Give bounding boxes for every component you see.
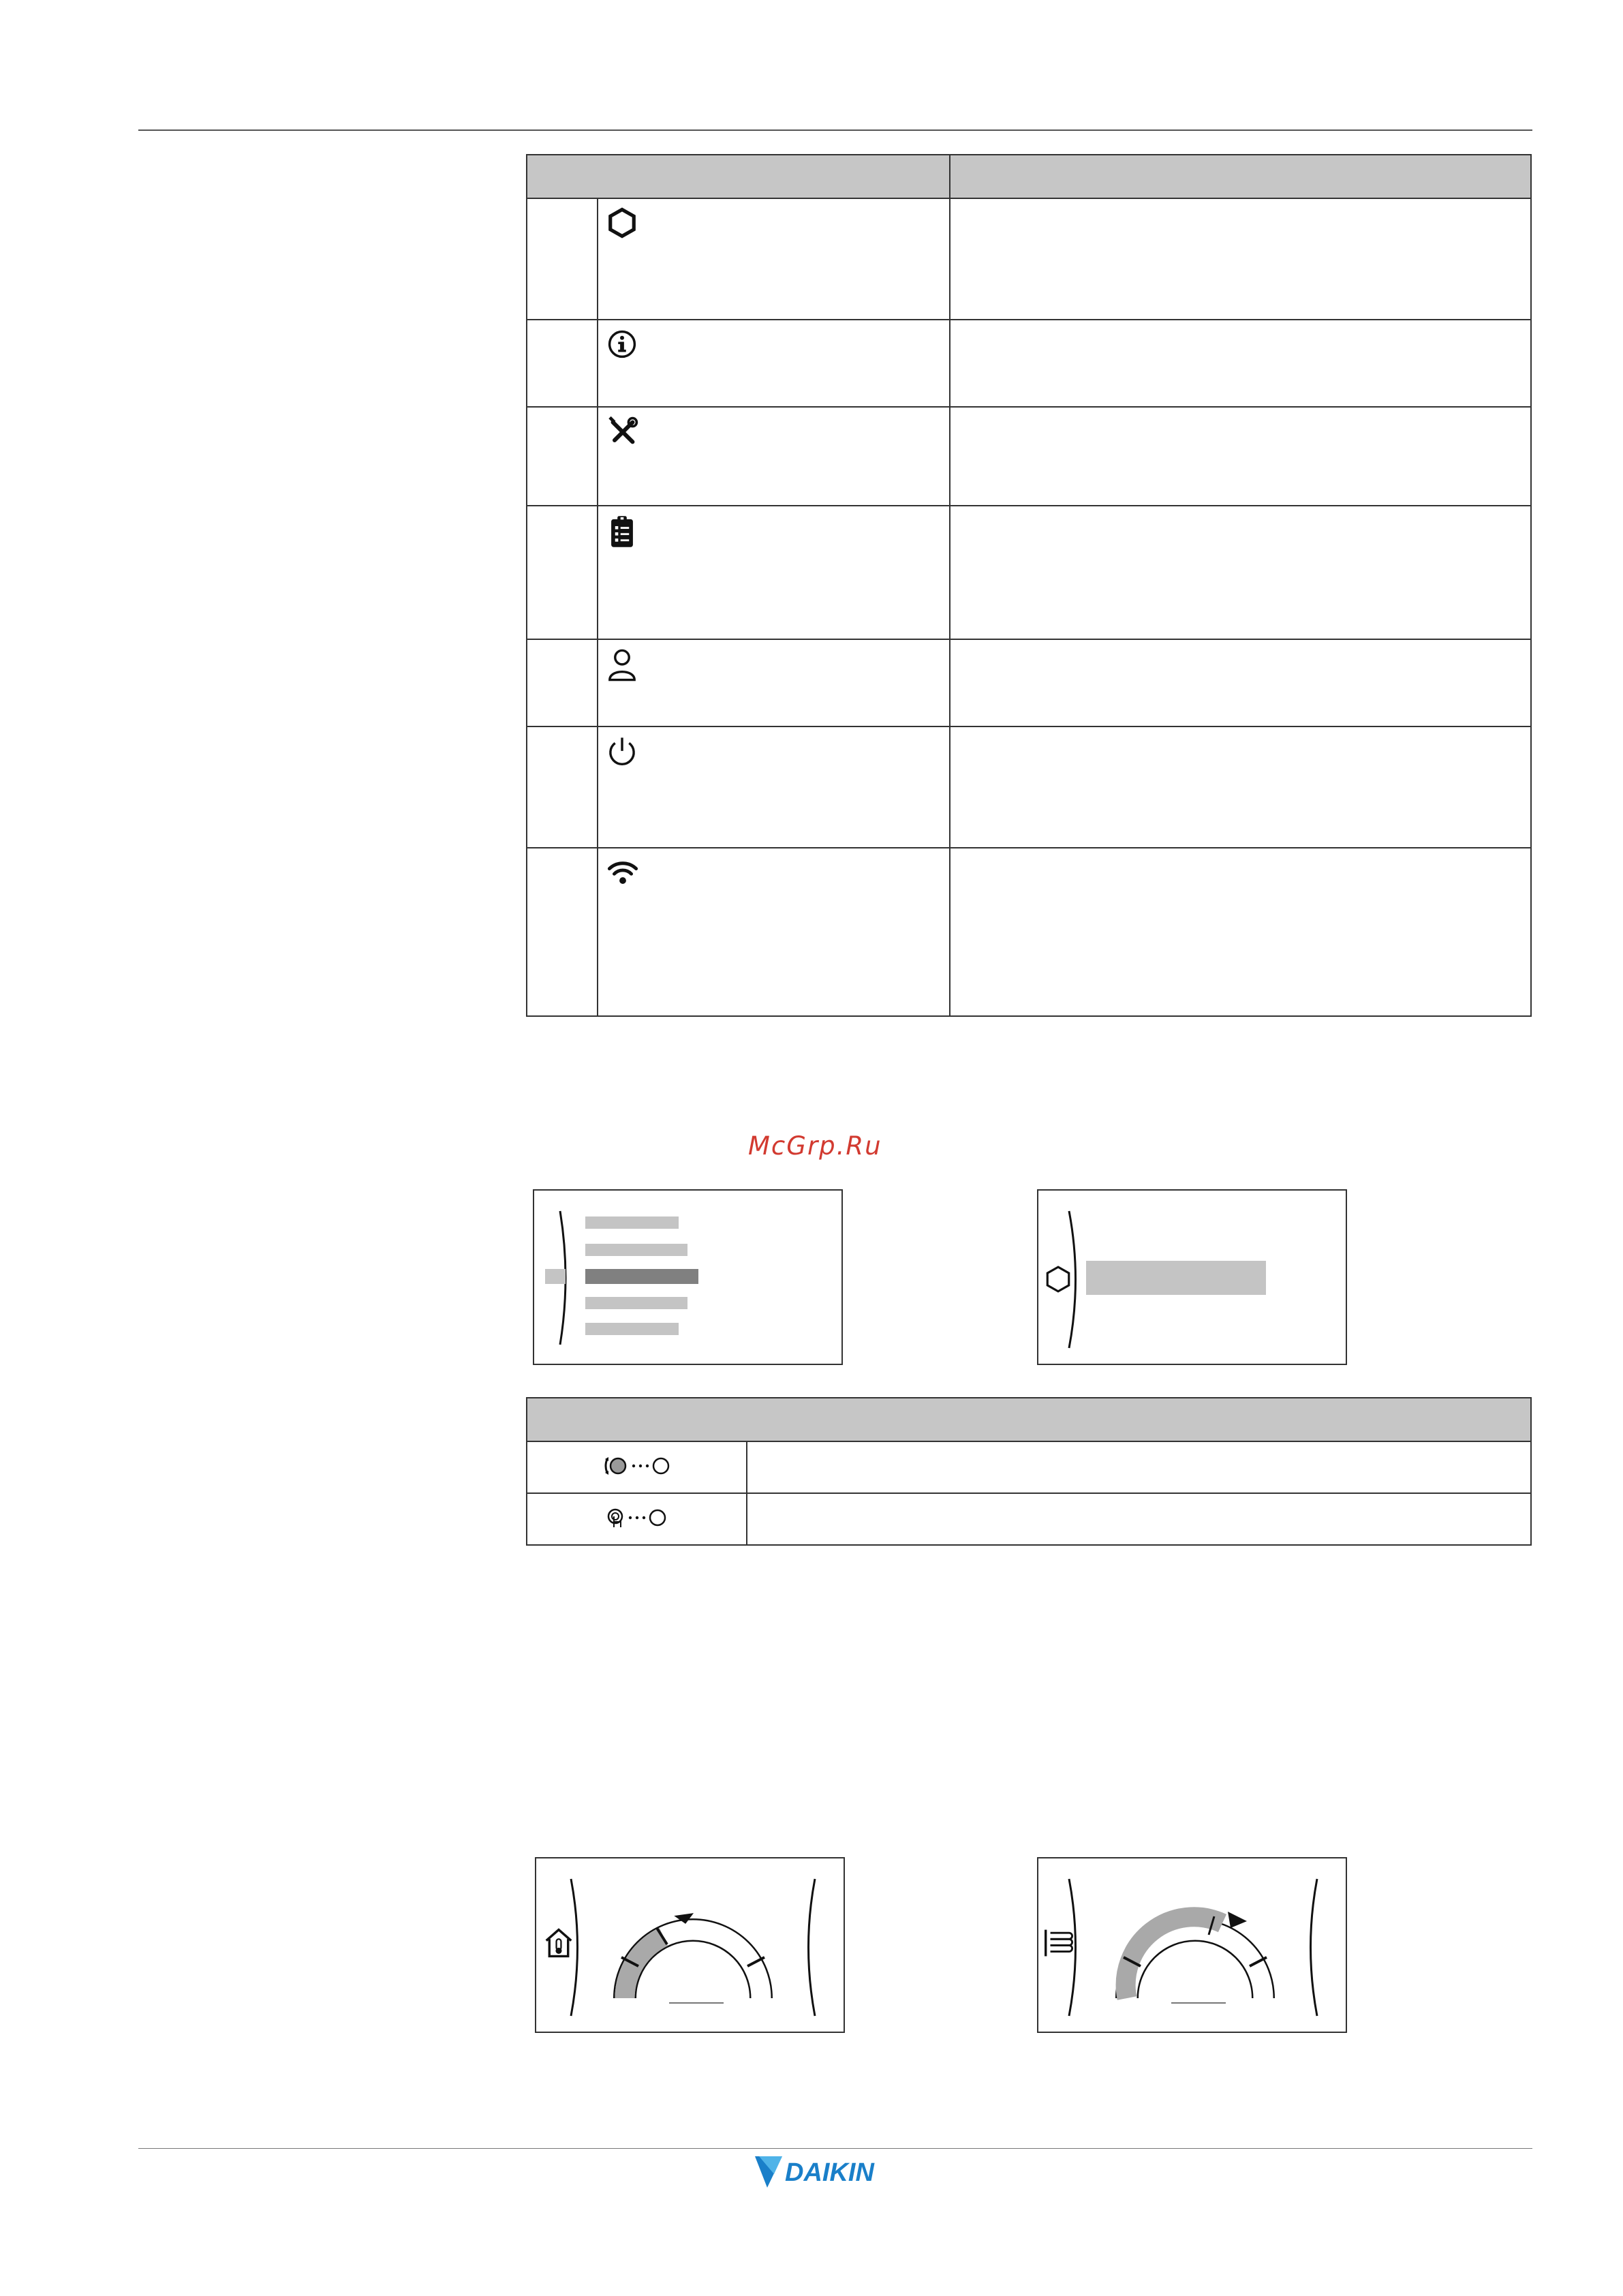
header-cell-item bbox=[527, 155, 950, 198]
menu-bar bbox=[585, 1323, 679, 1335]
bracket-left bbox=[1067, 1210, 1083, 1349]
daikin-logo bbox=[755, 2154, 913, 2194]
menu-bar bbox=[585, 1244, 687, 1256]
table-row bbox=[527, 639, 1531, 726]
table-row bbox=[527, 848, 1531, 1016]
placeholder-square bbox=[545, 1269, 566, 1284]
table-row bbox=[527, 1441, 1531, 1493]
menu-bar-selected bbox=[585, 1269, 698, 1284]
header-cell-description bbox=[950, 155, 1531, 198]
temperature-dial bbox=[611, 1879, 775, 2015]
top-rule bbox=[138, 129, 1532, 131]
table-row bbox=[527, 407, 1531, 506]
selected-bar bbox=[1086, 1261, 1266, 1295]
press-button-icon bbox=[603, 1505, 671, 1530]
screen-dial-floor bbox=[1037, 1857, 1347, 2033]
bracket-left bbox=[569, 1878, 585, 2017]
screen-menu-selected bbox=[1037, 1189, 1347, 1365]
dial-turn-icon bbox=[603, 1454, 671, 1478]
svg-text:DAIKIN: DAIKIN bbox=[785, 2158, 874, 2187]
wrench-screwdriver-icon bbox=[606, 416, 639, 448]
bracket-right bbox=[1303, 1878, 1319, 2017]
wifi-icon bbox=[606, 857, 639, 887]
power-icon bbox=[606, 735, 638, 768]
table-row bbox=[527, 1493, 1531, 1545]
clipboard-checklist-icon bbox=[606, 515, 638, 549]
info-icon bbox=[606, 328, 638, 360]
operation-table bbox=[526, 1397, 1532, 1546]
menu-bar bbox=[585, 1297, 687, 1309]
table-row bbox=[527, 320, 1531, 407]
table-row bbox=[527, 726, 1531, 848]
icon-table bbox=[526, 154, 1532, 1017]
bracket-left bbox=[1067, 1878, 1083, 2017]
table-row bbox=[527, 506, 1531, 639]
table-header-row bbox=[527, 1398, 1531, 1441]
user-icon bbox=[606, 648, 638, 682]
table-row bbox=[527, 198, 1531, 320]
temperature-dial bbox=[1113, 1879, 1277, 2015]
bottom-rule bbox=[138, 2148, 1532, 2149]
hexagon-settings-icon bbox=[606, 207, 638, 239]
screen-menu-list bbox=[533, 1189, 843, 1365]
screen-dial-room bbox=[535, 1857, 845, 2033]
bracket-right bbox=[801, 1878, 817, 2017]
watermark: McGrp.Ru bbox=[748, 1131, 882, 1161]
table-header-row bbox=[527, 155, 1531, 198]
menu-bar bbox=[585, 1216, 679, 1229]
